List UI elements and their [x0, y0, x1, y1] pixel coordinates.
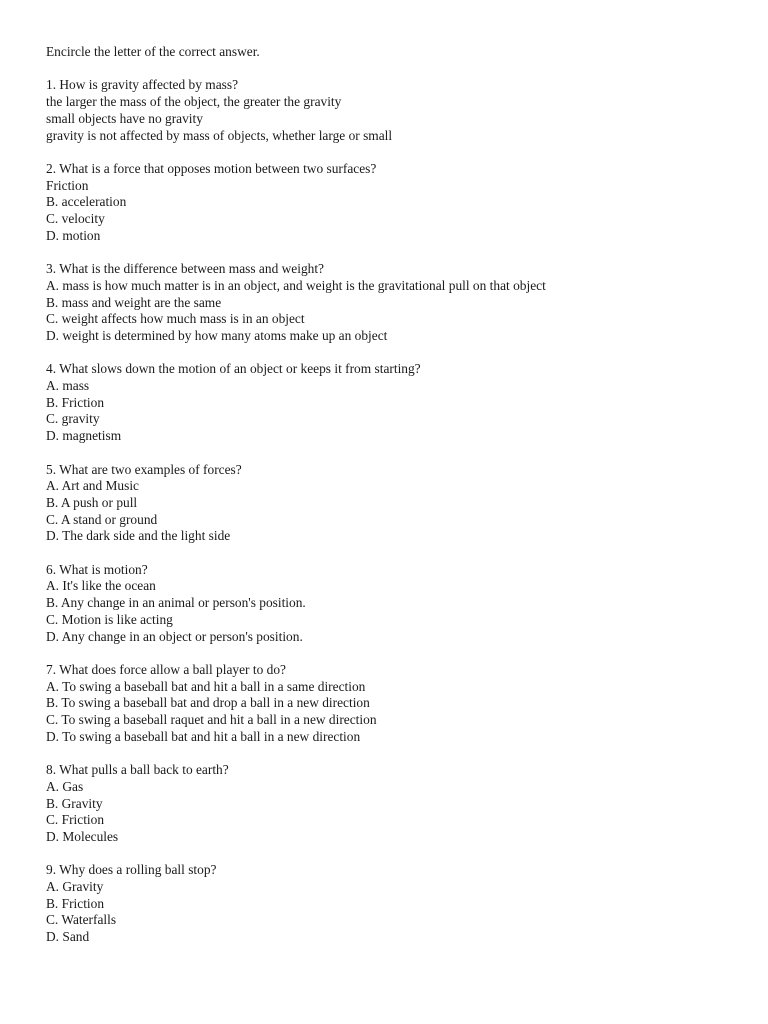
question-text: 2. What is a force that opposes motion between two surfaces?	[46, 160, 377, 176]
answer-option[interactable]: A. It's like the ocean	[46, 578, 156, 594]
answer-option[interactable]: D. To swing a baseball bat and hit a ball in a new direction	[46, 728, 361, 744]
answer-option[interactable]: B. To swing a baseball bat and drop a ball in a new direction	[46, 695, 370, 711]
question-text: 1. How is gravity affected by mass?	[46, 77, 239, 93]
answer-option[interactable]: D. motion	[46, 227, 101, 243]
question-3	[46, 261, 746, 345]
instructions-text: Encircle the letter of the correct answer.	[46, 44, 260, 59]
answer-option[interactable]: D. Any change in an object or person's position.	[46, 628, 303, 644]
answer-option[interactable]: gravity is not affected by mass of objects, whether large or small	[46, 127, 393, 143]
answer-option[interactable]: B. Friction	[46, 895, 105, 911]
answer-option[interactable]: C. velocity	[46, 211, 105, 226]
answer-option[interactable]: A. mass	[46, 378, 90, 393]
answer-option[interactable]: B. acceleration	[46, 194, 127, 210]
question-4	[46, 361, 746, 445]
answer-option[interactable]: D. weight is determined by how many atoms make up an object	[46, 327, 388, 343]
answer-option[interactable]: C. weight affects how much mass is in an object	[46, 311, 305, 327]
question-9	[46, 862, 746, 946]
answer-option[interactable]: B. A push or pull	[46, 494, 138, 510]
answer-option[interactable]: A. Gravity	[46, 879, 104, 895]
answer-option[interactable]: C. Waterfalls	[46, 912, 117, 928]
answer-option[interactable]: C. To swing a baseball raquet and hit a ball in a new direction	[46, 712, 377, 728]
question-text: 9. Why does a rolling ball stop?	[46, 862, 217, 878]
answer-option[interactable]: the larger the mass of the object, the greater the gravity	[46, 94, 342, 110]
answer-option[interactable]: A. To swing a baseball bat and hit a ball in a same direction	[46, 678, 366, 694]
question-text: 7. What does force allow a ball player to do?	[46, 661, 286, 677]
question-2	[46, 161, 746, 245]
answer-option[interactable]: small objects have no gravity	[46, 110, 203, 126]
answer-option[interactable]: A. Art and Music	[46, 478, 139, 494]
question-6	[46, 562, 746, 646]
answer-option[interactable]: B. Any change in an animal or person's position.	[46, 595, 306, 611]
answer-option[interactable]: D. Molecules	[46, 828, 119, 844]
question-text: 4. What slows down the motion of an object or keeps it from starting?	[46, 361, 421, 377]
answer-option[interactable]: A. mass is how much matter is in an object, and weight is the gravitational pull on that object	[46, 277, 546, 293]
answer-option[interactable]: B. Friction	[46, 394, 105, 410]
answer-option[interactable]: D. magnetism	[46, 428, 122, 444]
question-7	[46, 662, 746, 746]
answer-option[interactable]: B. Gravity	[46, 795, 103, 811]
answer-option[interactable]: Friction	[46, 177, 89, 193]
question-8	[46, 762, 746, 846]
answer-option[interactable]: D. Sand	[46, 929, 90, 945]
answer-option[interactable]: C. Motion is like acting	[46, 611, 173, 627]
question-text: 3. What is the difference between mass and weight?	[46, 261, 325, 277]
answer-option[interactable]: B. mass and weight are the same	[46, 294, 222, 310]
answer-option[interactable]: D. The dark side and the light side	[46, 528, 231, 544]
answer-option[interactable]: C. A stand or ground	[46, 511, 158, 527]
answer-option[interactable]: C. gravity	[46, 411, 100, 427]
question-text: 6. What is motion?	[46, 561, 148, 577]
question-text: 5. What are two examples of forces?	[46, 461, 242, 477]
question-text: 8. What pulls a ball back to earth?	[46, 762, 229, 778]
quiz-content	[46, 44, 746, 963]
question-1	[46, 77, 746, 144]
question-5	[46, 462, 746, 546]
answer-option[interactable]: C. Friction	[46, 812, 105, 828]
answer-option[interactable]: A. Gas	[46, 778, 84, 794]
